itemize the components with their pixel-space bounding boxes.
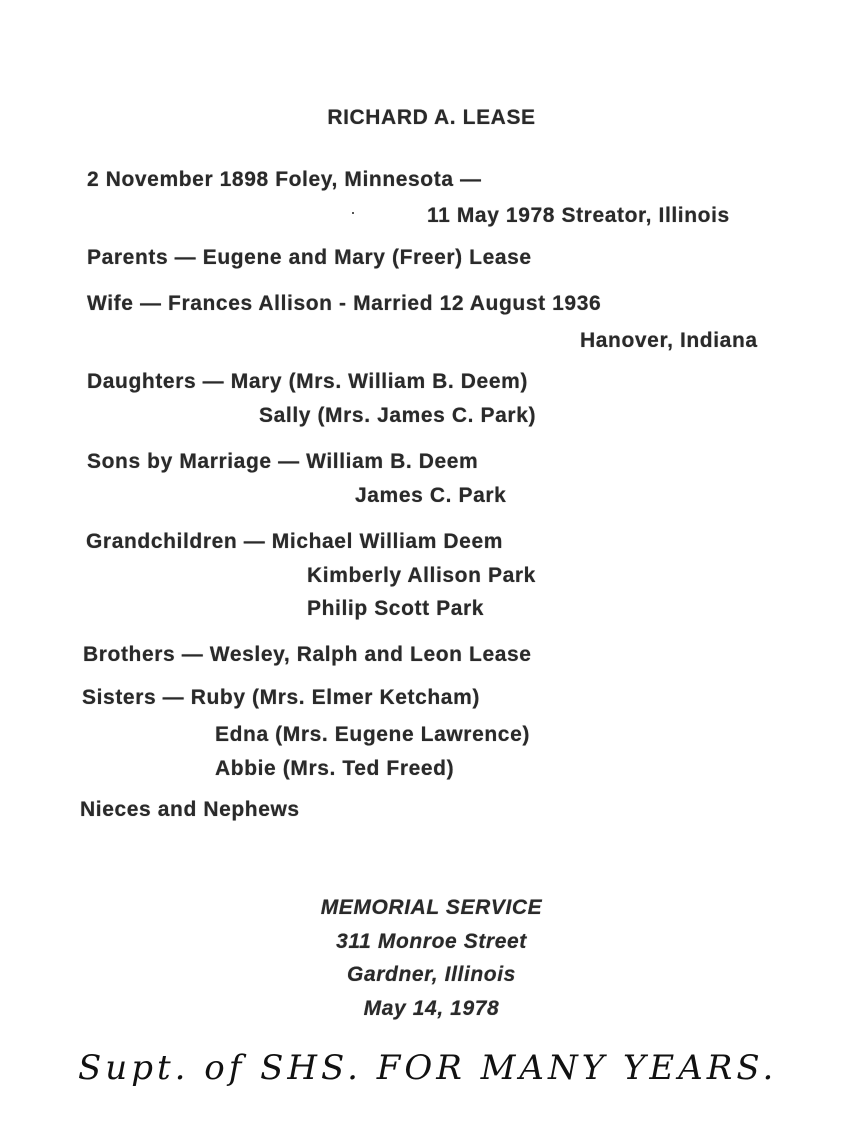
memorial-date: May 14, 1978: [363, 997, 500, 1020]
wife-place: Hanover, Indiana: [580, 329, 758, 352]
daughter-item: Sally (Mrs. James C. Park): [259, 404, 537, 427]
parents-line: Parents — Eugene and Mary (Freer) Lease: [87, 246, 532, 269]
birth-line: 2 November 1898 Foley, Minnesota —: [87, 168, 482, 191]
handwritten-note: Supt. of SHS. FOR MANY YEARS.: [78, 1048, 778, 1088]
grandchild-item: Kimberly Allison Park: [307, 564, 536, 587]
sister-item: Edna (Mrs. Eugene Lawrence): [215, 723, 530, 746]
grandchildren-line: Grandchildren — Michael William Deem: [86, 530, 504, 553]
brothers-line: Brothers — Wesley, Ralph and Leon Lease: [83, 643, 532, 666]
memorial-address: 311 Monroe Street: [336, 930, 527, 953]
sister-item: Abbie (Mrs. Ted Freed): [215, 757, 455, 780]
sons-line: Sons by Marriage — William B. Deem: [87, 450, 479, 473]
speck: [352, 212, 354, 214]
death-line: 11 May 1978 Streator, Illinois: [427, 204, 730, 227]
grandchild-item: Philip Scott Park: [307, 597, 485, 620]
daughters-line: Daughters — Mary (Mrs. William B. Deem): [87, 370, 528, 393]
wife-line: Wife — Frances Allison - Married 12 August 1936: [87, 292, 602, 315]
sisters-line: Sisters — Ruby (Mrs. Elmer Ketcham): [82, 686, 480, 709]
page-title: RICHARD A. LEASE: [327, 106, 536, 129]
son-item: James C. Park: [355, 484, 507, 507]
memorial-heading: MEMORIAL SERVICE: [320, 896, 543, 919]
memorial-city: Gardner, Illinois: [347, 963, 516, 986]
nieces-line: Nieces and Nephews: [80, 798, 300, 821]
